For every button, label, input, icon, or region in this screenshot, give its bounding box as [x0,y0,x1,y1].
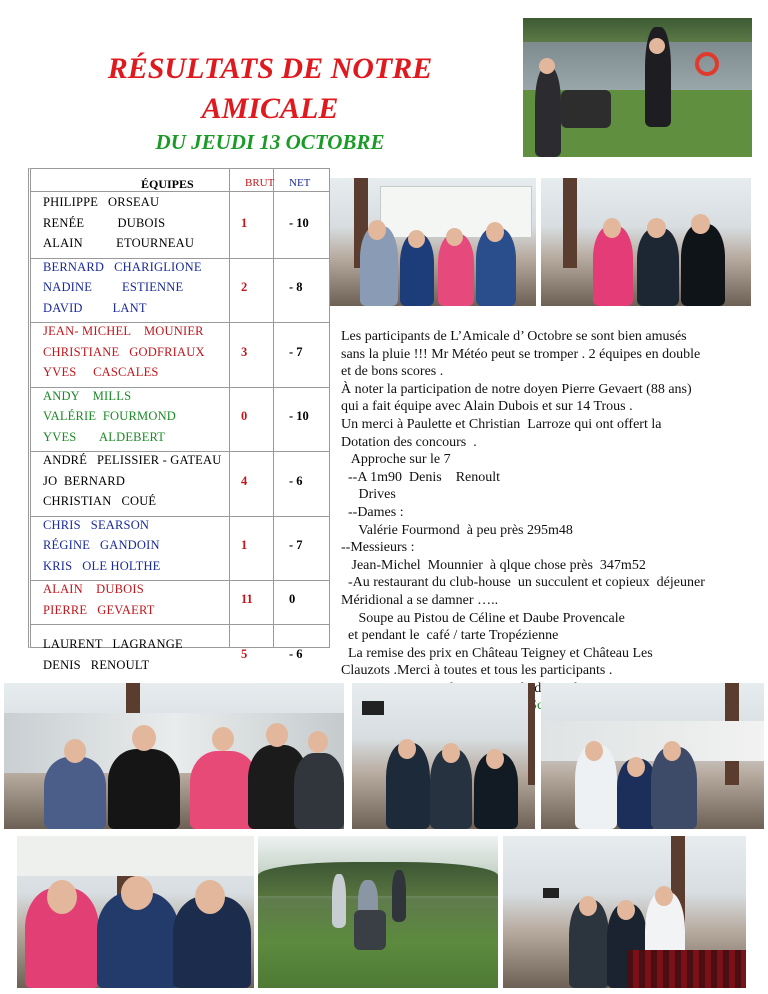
report-line: -Au restaurant du club-house un succulent et copieux déjeuner [341,575,705,591]
team-player: LAURENT LAGRANGE [43,637,183,651]
team-player: JO BERNARD [43,473,126,488]
results-table [28,168,330,672]
report-line: Un merci à Paulette et Christian Larroze qui ont offert la [341,416,662,432]
header-net: NET [289,177,311,189]
team-player: BERNARD CHARIGLIONE [43,259,202,274]
team-player: CHRISTIAN COUÉ [43,494,157,508]
report-line: Jean-Michel Mounnier à qlque chose près 347m52 [341,557,646,573]
header-teams: ÉQUIPES [141,177,194,191]
team-player: ANDRÉ PELISSIER - GATEAU [43,453,222,467]
team-net: - 10 [289,409,309,423]
report-text [341,328,751,715]
team-brut: 2 [241,280,248,294]
team-net: - 6 [289,647,303,662]
table-separator [31,258,329,259]
report-line: Dotation des concours . [341,434,477,450]
team-player: YVES CASCALES [43,365,159,379]
team-net: 0 [289,592,296,607]
photo-group-bottom-3 [541,683,764,829]
team-player: DENIS RENOULT [43,657,150,672]
photo-group-bar [503,836,746,988]
photo-group-bottom-1 [4,683,344,829]
report-line: et de bons scores . [341,364,444,380]
team-brut: 0 [241,409,248,423]
team-player: JEAN- MICHEL MOUNIER [43,324,204,338]
team-player: KRIS OLE HOLTHE [43,558,161,573]
report-line: qui a fait équipe avec Alain Dubois et sur 14 Trous . [341,399,633,415]
page-title-line1: RÉSULTATS DE NOTRE [107,52,433,85]
team-player: ANDY MILLS [43,388,132,403]
photo-lake [523,18,752,157]
photo-golf-course [258,836,498,988]
team-player: CHRISTIANE GODFRIAUX [43,344,205,359]
report-line: Soupe au Pistou de Céline et Daube Provencale [341,610,625,626]
table-separator [31,516,329,517]
table-separator [31,387,329,388]
photo-team-three [541,178,751,306]
team-player: PHILIPPE ORSEAU [43,195,160,209]
team-brut: 1 [241,215,248,230]
team-net: - 8 [289,280,303,294]
table-separator [31,624,329,625]
page-title-line2: AMICALE [201,92,339,125]
report-line: Les participants de L’Amicale d’ Octobre se sont bien amusés [341,329,687,344]
report-line: Approche sur le 7 [341,452,451,468]
table-separator [31,451,329,452]
team-brut: 5 [241,647,248,662]
report-line: sans la pluie !!! Mr Météo peut se tromper . 2 équipes en double [341,346,701,362]
report-line: --Dames : [341,504,404,520]
team-player: ALAIN DUBOIS [43,582,144,596]
table-separator [31,322,329,323]
team-player: CHRIS SEARSON [43,517,150,532]
report-line: --Messieurs : [341,540,415,556]
page-subtitle: DU JEUDI 13 OCTOBRE [155,130,385,154]
team-net: - 7 [289,538,303,552]
team-player: DAVID LANT [43,300,147,315]
report-line: et pendant le café / tarte Tropézienne [341,628,559,644]
team-brut: 11 [241,592,253,607]
header-brut: BRUT [245,177,275,189]
team-player: ALAIN ETOURNEAU [43,236,195,250]
team-net: - 6 [289,473,303,488]
team-net: - 10 [289,215,309,230]
report-line: Clauzots .Merci à toutes et tous les participants . [341,663,613,679]
photo-trio-closeup [17,836,254,988]
photo-group-bottom-2 [352,683,535,829]
team-player: RÉGINE GANDOIN [43,538,160,552]
photo-team-four [330,178,536,306]
report-line: Drives [341,487,396,503]
team-player: VALÉRIE FOURMOND [43,409,177,423]
report-line: Méridional a se damner ….. [341,592,499,608]
report-line: À noter la participation de notre doyen Pierre Gevaert (88 ans) [341,381,692,397]
team-player: NADINE ESTIENNE [43,280,184,294]
team-brut: 4 [241,473,248,488]
report-line: --A 1m90 Denis Renoult [341,469,501,485]
team-player: YVES ALDEBERT [43,429,166,444]
table-separator [31,580,329,581]
team-net: - 7 [289,344,303,359]
report-line: La remise des prix en Château Teigney et Château Les [341,645,653,661]
team-player: PIERRE GEVAERT [43,602,155,617]
report-line: Valérie Fourmond à peu près 295m48 [341,522,573,538]
team-player: RENÉE DUBOIS [43,215,166,230]
team-brut: 1 [241,538,248,552]
team-brut: 3 [241,344,248,359]
